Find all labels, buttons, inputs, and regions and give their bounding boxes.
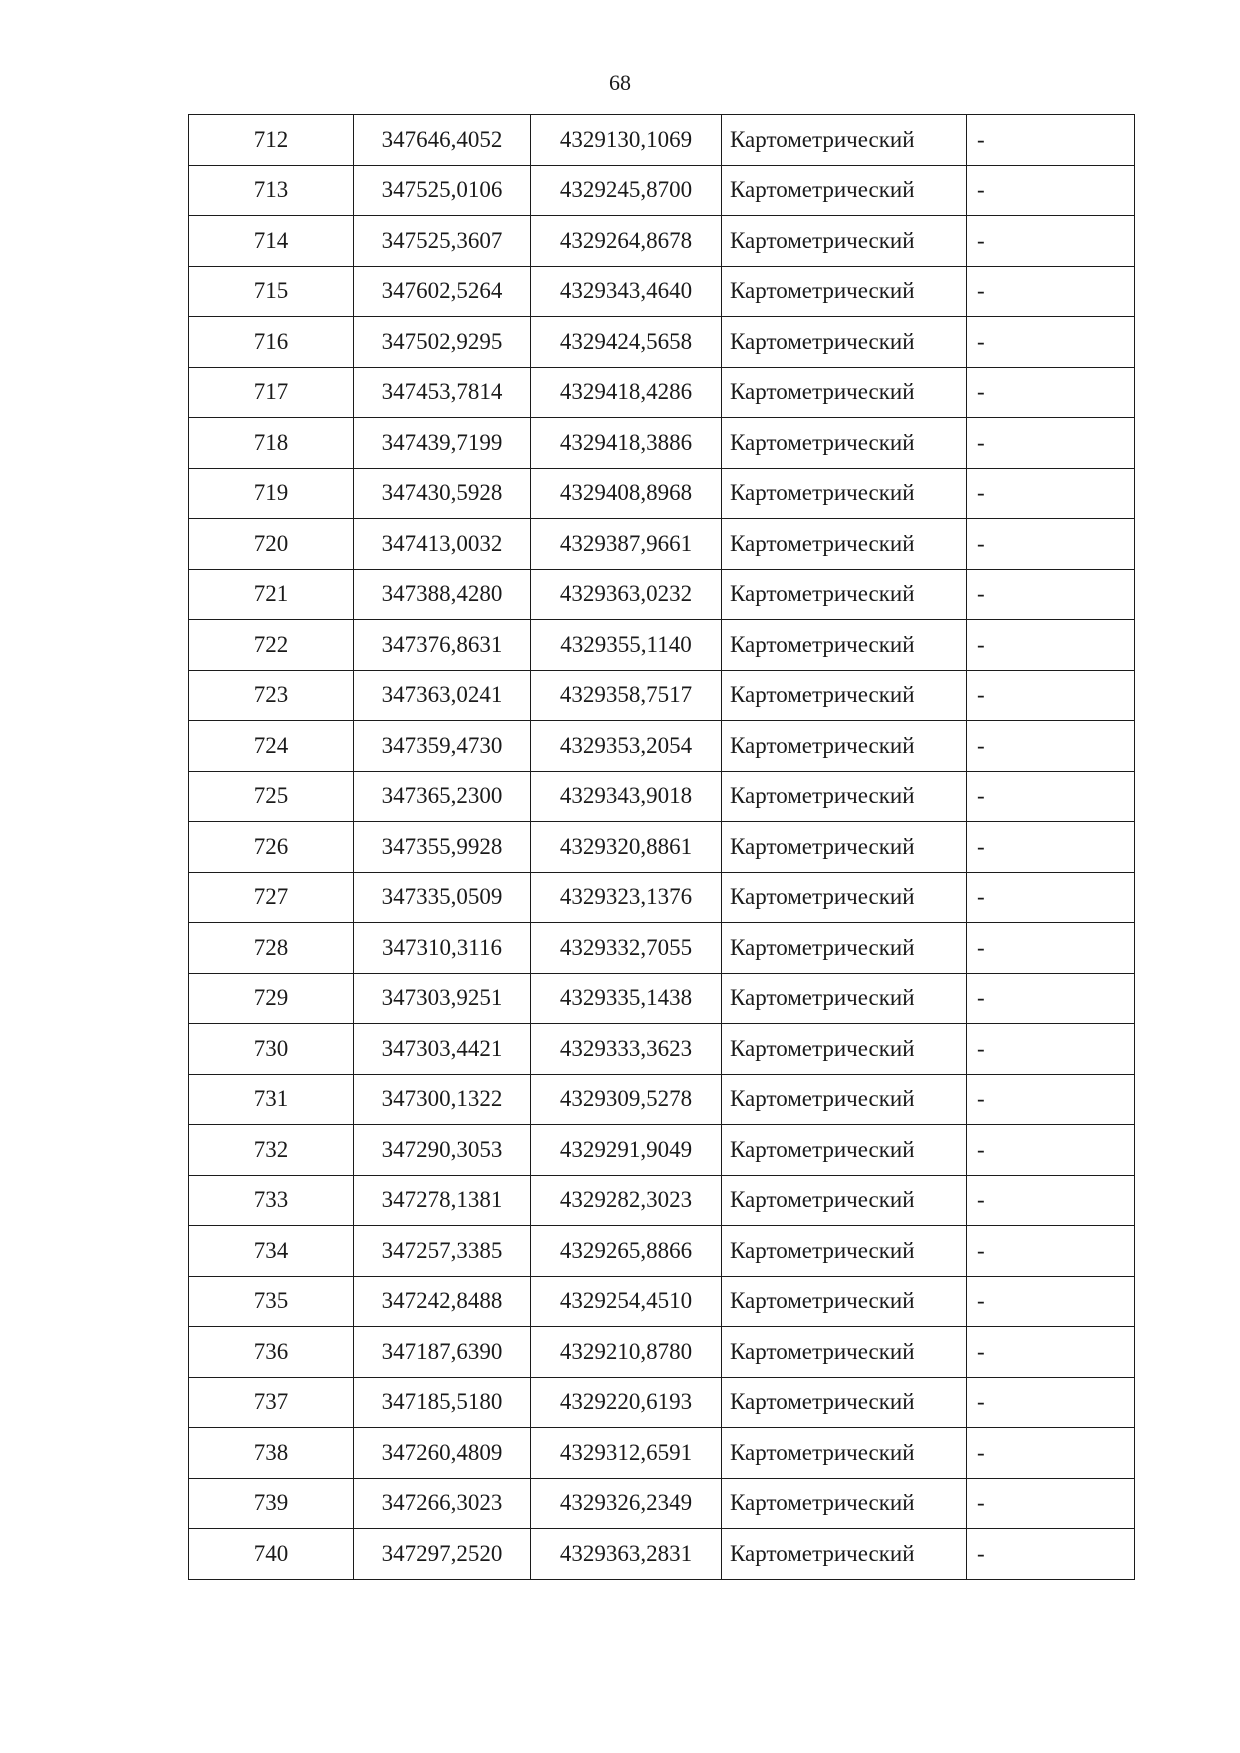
table-row [189,1428,1135,1479]
table-row [189,872,1135,923]
table-row [189,1125,1135,1176]
method-cell: Картометрический [722,1478,967,1529]
point-number-cell: 731 [189,1074,354,1125]
x-coordinate-cell: 347242,8488 [354,1276,531,1327]
point-number-cell: 724 [189,721,354,772]
y-coordinate-cell: 4329408,8968 [531,468,722,519]
point-number-cell: 717 [189,367,354,418]
method-cell: Картометрический [722,1175,967,1226]
table-row [189,1377,1135,1428]
method-cell: Картометрический [722,1074,967,1125]
x-coordinate-cell: 347257,3385 [354,1226,531,1277]
point-number-cell: 729 [189,973,354,1024]
table-row [189,367,1135,418]
table-row [189,822,1135,873]
note-cell: - [967,1175,1135,1226]
note-cell: - [967,418,1135,469]
x-coordinate-cell: 347300,1322 [354,1074,531,1125]
point-number-cell: 728 [189,923,354,974]
x-coordinate-cell: 347413,0032 [354,519,531,570]
point-number-cell: 725 [189,771,354,822]
y-coordinate-cell: 4329387,9661 [531,519,722,570]
y-coordinate-cell: 4329363,2831 [531,1529,722,1580]
table-row [189,1529,1135,1580]
method-cell: Картометрический [722,519,967,570]
x-coordinate-cell: 347260,4809 [354,1428,531,1479]
x-coordinate-cell: 347310,3116 [354,923,531,974]
point-number-cell: 740 [189,1529,354,1580]
y-coordinate-cell: 4329320,8861 [531,822,722,873]
x-coordinate-cell: 347266,3023 [354,1478,531,1529]
method-cell: Картометрический [722,721,967,772]
note-cell: - [967,822,1135,873]
note-cell: - [967,1327,1135,1378]
y-coordinate-cell: 4329282,3023 [531,1175,722,1226]
y-coordinate-cell: 4329353,2054 [531,721,722,772]
table-row [189,771,1135,822]
table-row [189,1074,1135,1125]
note-cell: - [967,1226,1135,1277]
method-cell: Картометрический [722,317,967,368]
x-coordinate-cell: 347303,4421 [354,1024,531,1075]
note-cell: - [967,620,1135,671]
y-coordinate-cell: 4329265,8866 [531,1226,722,1277]
table-row [189,468,1135,519]
table-row [189,1175,1135,1226]
method-cell: Картометрический [722,216,967,267]
y-coordinate-cell: 4329323,1376 [531,872,722,923]
point-number-cell: 735 [189,1276,354,1327]
point-number-cell: 738 [189,1428,354,1479]
note-cell: - [967,1074,1135,1125]
x-coordinate-cell: 347646,4052 [354,115,531,166]
table-row [189,923,1135,974]
method-cell: Картометрический [722,1327,967,1378]
table-body [189,115,1135,1580]
method-cell: Картометрический [722,115,967,166]
point-number-cell: 715 [189,266,354,317]
y-coordinate-cell: 4329312,6591 [531,1428,722,1479]
y-coordinate-cell: 4329424,5658 [531,317,722,368]
note-cell: - [967,1529,1135,1580]
x-coordinate-cell: 347185,5180 [354,1377,531,1428]
point-number-cell: 712 [189,115,354,166]
method-cell: Картометрический [722,923,967,974]
y-coordinate-cell: 4329335,1438 [531,973,722,1024]
point-number-cell: 714 [189,216,354,267]
point-number-cell: 739 [189,1478,354,1529]
note-cell: - [967,569,1135,620]
point-number-cell: 732 [189,1125,354,1176]
point-number-cell: 716 [189,317,354,368]
point-number-cell: 722 [189,620,354,671]
y-coordinate-cell: 4329333,3623 [531,1024,722,1075]
note-cell: - [967,973,1135,1024]
note-cell: - [967,721,1135,772]
coordinates-table [188,114,1135,1580]
y-coordinate-cell: 4329210,8780 [531,1327,722,1378]
point-number-cell: 727 [189,872,354,923]
table-row [189,1327,1135,1378]
method-cell: Картометрический [722,367,967,418]
x-coordinate-cell: 347525,0106 [354,165,531,216]
point-number-cell: 737 [189,1377,354,1428]
y-coordinate-cell: 4329418,4286 [531,367,722,418]
point-number-cell: 713 [189,165,354,216]
y-coordinate-cell: 4329220,6193 [531,1377,722,1428]
method-cell: Картометрический [722,418,967,469]
point-number-cell: 736 [189,1327,354,1378]
table-row [189,266,1135,317]
x-coordinate-cell: 347278,1381 [354,1175,531,1226]
x-coordinate-cell: 347525,3607 [354,216,531,267]
y-coordinate-cell: 4329363,0232 [531,569,722,620]
method-cell: Картометрический [722,1428,967,1479]
table-row [189,1276,1135,1327]
point-number-cell: 723 [189,670,354,721]
x-coordinate-cell: 347187,6390 [354,1327,531,1378]
point-number-cell: 718 [189,418,354,469]
y-coordinate-cell: 4329358,7517 [531,670,722,721]
y-coordinate-cell: 4329130,1069 [531,115,722,166]
x-coordinate-cell: 347388,4280 [354,569,531,620]
method-cell: Картометрический [722,569,967,620]
x-coordinate-cell: 347602,5264 [354,266,531,317]
x-coordinate-cell: 347355,9928 [354,822,531,873]
note-cell: - [967,923,1135,974]
x-coordinate-cell: 347363,0241 [354,670,531,721]
x-coordinate-cell: 347335,0509 [354,872,531,923]
point-number-cell: 720 [189,519,354,570]
y-coordinate-cell: 4329254,4510 [531,1276,722,1327]
point-number-cell: 719 [189,468,354,519]
note-cell: - [967,317,1135,368]
table-row [189,670,1135,721]
method-cell: Картометрический [722,670,967,721]
note-cell: - [967,1377,1135,1428]
x-coordinate-cell: 347365,2300 [354,771,531,822]
point-number-cell: 734 [189,1226,354,1277]
method-cell: Картометрический [722,973,967,1024]
page-number: 68 [609,70,631,95]
y-coordinate-cell: 4329326,2349 [531,1478,722,1529]
note-cell: - [967,367,1135,418]
y-coordinate-cell: 4329264,8678 [531,216,722,267]
method-cell: Картометрический [722,1529,967,1580]
table-row [189,216,1135,267]
table-row [189,317,1135,368]
table-row [189,519,1135,570]
y-coordinate-cell: 4329291,9049 [531,1125,722,1176]
y-coordinate-cell: 4329343,4640 [531,266,722,317]
x-coordinate-cell: 347439,7199 [354,418,531,469]
note-cell: - [967,216,1135,267]
method-cell: Картометрический [722,1024,967,1075]
method-cell: Картометрический [722,822,967,873]
y-coordinate-cell: 4329245,8700 [531,165,722,216]
method-cell: Картометрический [722,1125,967,1176]
method-cell: Картометрический [722,620,967,671]
y-coordinate-cell: 4329332,7055 [531,923,722,974]
table-row [189,1226,1135,1277]
x-coordinate-cell: 347502,9295 [354,317,531,368]
y-coordinate-cell: 4329309,5278 [531,1074,722,1125]
table-row [189,721,1135,772]
x-coordinate-cell: 347376,8631 [354,620,531,671]
point-number-cell: 721 [189,569,354,620]
note-cell: - [967,872,1135,923]
table-row [189,1478,1135,1529]
table-row [189,1024,1135,1075]
note-cell: - [967,468,1135,519]
note-cell: - [967,1276,1135,1327]
x-coordinate-cell: 347290,3053 [354,1125,531,1176]
table-row [189,115,1135,166]
y-coordinate-cell: 4329355,1140 [531,620,722,671]
x-coordinate-cell: 347359,4730 [354,721,531,772]
note-cell: - [967,1024,1135,1075]
table-row [189,418,1135,469]
note-cell: - [967,1478,1135,1529]
method-cell: Картометрический [722,1226,967,1277]
x-coordinate-cell: 347303,9251 [354,973,531,1024]
method-cell: Картометрический [722,1276,967,1327]
note-cell: - [967,519,1135,570]
y-coordinate-cell: 4329418,3886 [531,418,722,469]
note-cell: - [967,165,1135,216]
note-cell: - [967,266,1135,317]
table-row [189,973,1135,1024]
table-row [189,165,1135,216]
method-cell: Картометрический [722,266,967,317]
method-cell: Картометрический [722,1377,967,1428]
point-number-cell: 730 [189,1024,354,1075]
table-row [189,620,1135,671]
point-number-cell: 726 [189,822,354,873]
y-coordinate-cell: 4329343,9018 [531,771,722,822]
x-coordinate-cell: 347297,2520 [354,1529,531,1580]
note-cell: - [967,115,1135,166]
note-cell: - [967,771,1135,822]
method-cell: Картометрический [722,165,967,216]
point-number-cell: 733 [189,1175,354,1226]
note-cell: - [967,1125,1135,1176]
method-cell: Картометрический [722,468,967,519]
note-cell: - [967,1428,1135,1479]
method-cell: Картометрический [722,771,967,822]
note-cell: - [967,670,1135,721]
table-row [189,569,1135,620]
method-cell: Картометрический [722,872,967,923]
x-coordinate-cell: 347453,7814 [354,367,531,418]
x-coordinate-cell: 347430,5928 [354,468,531,519]
